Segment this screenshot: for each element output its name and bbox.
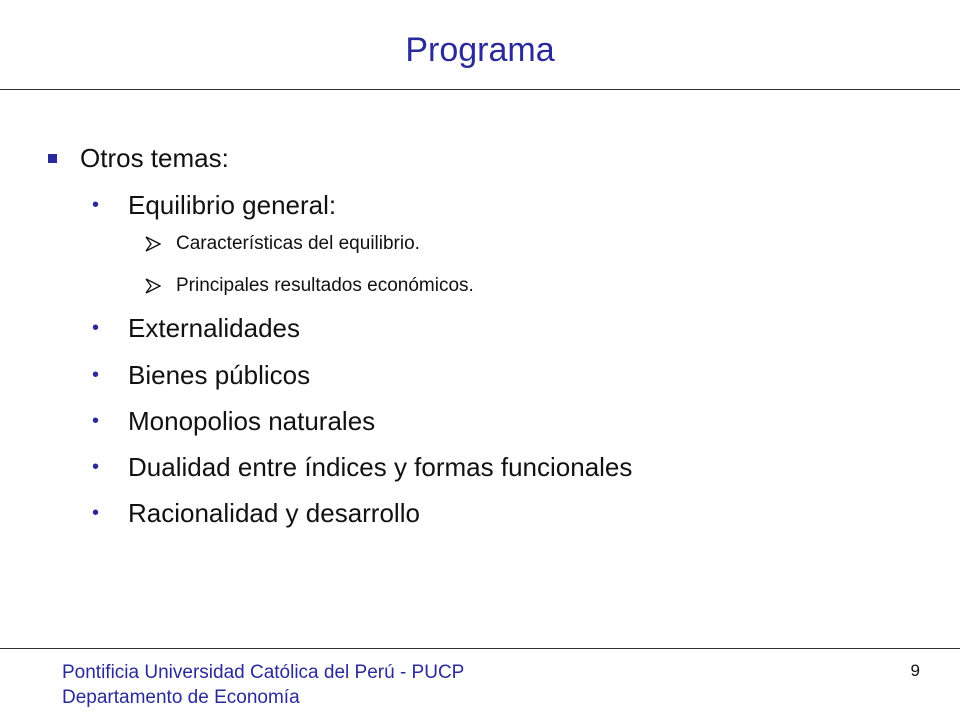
dot-bullet-icon: • <box>92 364 100 386</box>
slide-title: Programa <box>405 31 555 69</box>
bullet-racionalidad: Racionalidad y desarrollo <box>128 498 420 528</box>
dot-bullet-icon: • <box>92 194 100 216</box>
footer-department: Departamento de Economía <box>62 687 300 708</box>
arrow-bullet-icon <box>145 236 161 252</box>
subbullet-principales-resultados: Principales resultados económicos. <box>176 275 474 296</box>
bullet-externalidades: Externalidades <box>128 313 300 343</box>
bullet-monopolios-naturales: Monopolios naturales <box>128 406 376 436</box>
bullet-equilibrio-general: Equilibrio general: <box>128 190 337 220</box>
dot-bullet-icon: • <box>92 317 100 339</box>
page-number: 9 <box>910 661 920 680</box>
bullet-otros-temas: Otros temas: <box>80 143 229 173</box>
dot-bullet-icon: • <box>92 502 100 524</box>
bullet-dualidad: Dualidad entre índices y formas funcionales <box>128 452 633 482</box>
square-bullet-icon <box>48 154 57 163</box>
footer-institution: Pontificia Universidad Católica del Perú - PUCP <box>62 662 465 683</box>
footer-divider <box>0 648 960 649</box>
dot-bullet-icon: • <box>92 456 100 478</box>
dot-bullet-icon: • <box>92 410 100 432</box>
footer <box>62 660 464 710</box>
bullet-bienes-publicos: Bienes públicos <box>128 360 311 390</box>
arrow-bullet-icon <box>145 278 161 294</box>
subbullet-caracteristicas: Características del equilibrio. <box>176 233 420 254</box>
